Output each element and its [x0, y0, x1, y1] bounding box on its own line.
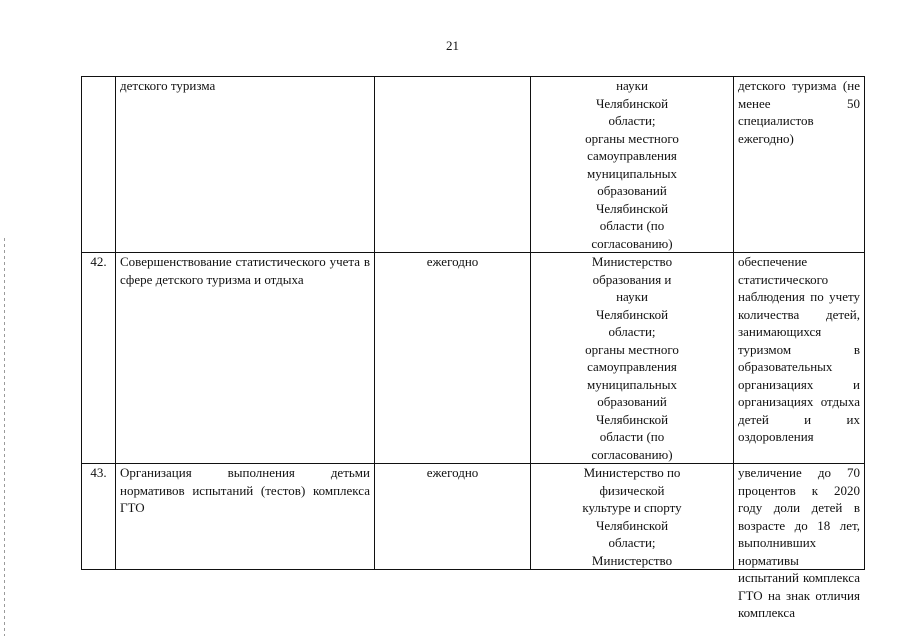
activity-name: Организация выполнения детьми нормативов испытаний (тестов) комплекса ГТО [116, 464, 375, 570]
executor-text: Министерство по физической культуре и спорту Челябинской области; Министерство [582, 465, 682, 568]
activity-term: ежегодно [375, 253, 531, 464]
activity-name: Совершенствование статистического учета в сфере детского туризма и отдыха [116, 253, 375, 464]
row-number [82, 77, 116, 253]
activities-table [81, 76, 865, 620]
activity-executor [531, 464, 734, 570]
activity-result: обеспечение статистического наблюдения по учету количества детей, занимающихся туризмом в образовательных организациях и организациях отдыха детей и их оздоровления [734, 253, 865, 464]
activity-name: детского туризма [116, 77, 375, 253]
activity-result: детского туризма (не менее 50 специалистов ежегодно) [734, 77, 865, 253]
activity-executor: Министерство образования и науки Челябинской области; органы местного самоуправления муниципальных образований Челябинской области (по согласованию) [531, 253, 734, 464]
activity-term: ежегодно [375, 464, 531, 570]
binding-margin-rule [4, 238, 5, 636]
table-row-43 [82, 464, 865, 570]
table-row-continued [82, 77, 865, 253]
activity-executor: науки Челябинской области; органы местного самоуправления муниципальных образований Челябинской области (по согласованию) [531, 77, 734, 253]
result-text: увеличение до 70 процентов к 2020 году доли детей в возрасте до 18 лет, выполнивших нормативы испытаний комплекса ГТО на знак отличия комплекса [738, 465, 860, 620]
activity-term [375, 77, 531, 253]
activity-result [734, 464, 865, 620]
row-number: 43. [82, 464, 116, 570]
page-number: 21 [446, 38, 459, 53]
table-row-42 [82, 253, 865, 464]
row-number: 42. [82, 253, 116, 464]
